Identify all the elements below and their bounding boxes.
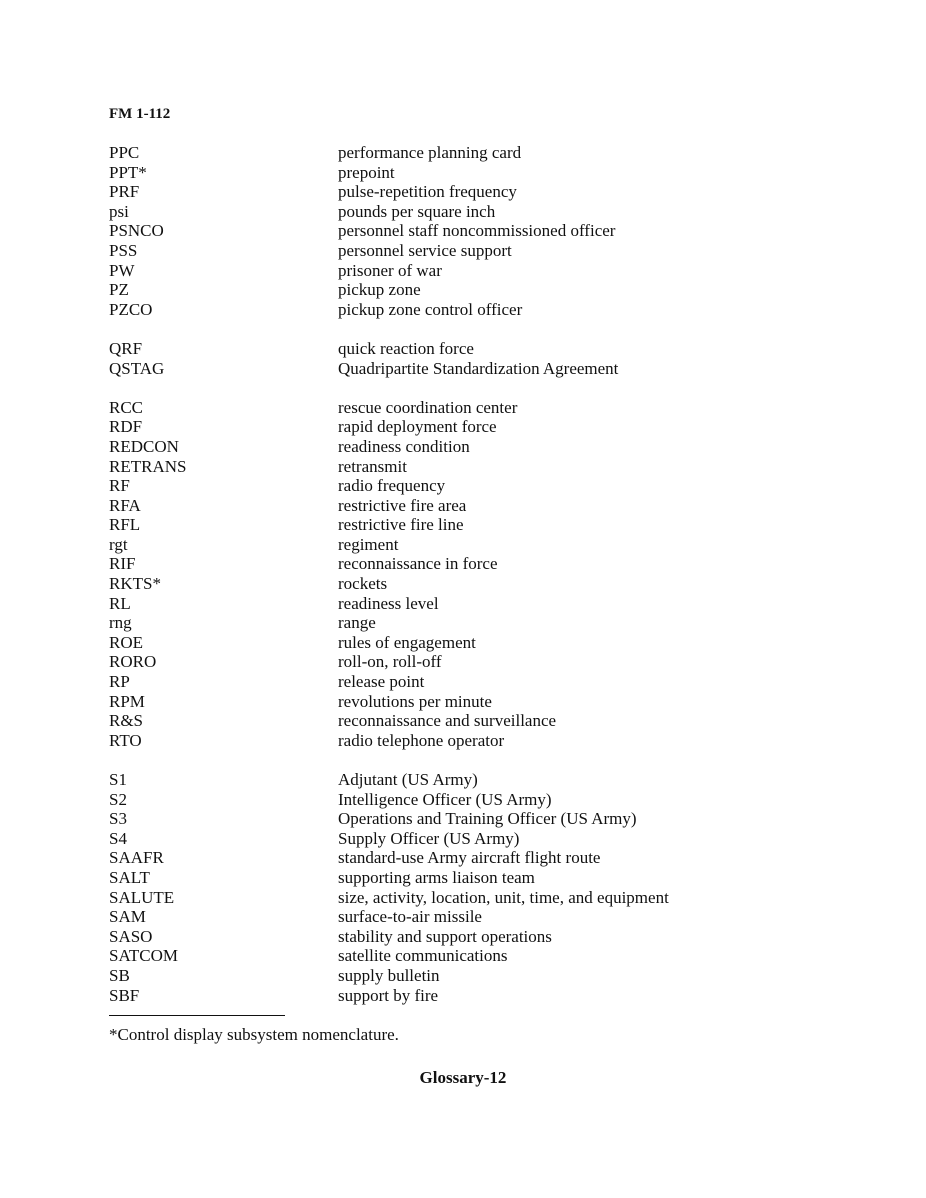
glossary-definition: standard-use Army aircraft flight route	[338, 848, 601, 868]
glossary-entry	[109, 790, 809, 810]
glossary-definition: reconnaissance and surveillance	[338, 711, 557, 731]
glossary-entry	[109, 398, 809, 418]
glossary-entry	[109, 633, 809, 653]
glossary-entry	[109, 652, 809, 672]
glossary-definition: rules of engagement	[338, 632, 476, 652]
glossary-definition: support by fire	[338, 985, 439, 1005]
glossary-abbreviation: RDF	[109, 417, 143, 437]
glossary-abbreviation: SALUTE	[109, 887, 175, 907]
glossary-definition: release point	[338, 672, 425, 692]
glossary-entry	[109, 711, 809, 731]
glossary-definition: supply bulletin	[338, 965, 440, 985]
glossary-abbreviation: REDCON	[109, 436, 179, 456]
glossary-entry	[109, 966, 809, 986]
glossary-entry	[109, 986, 809, 1006]
glossary-entry	[109, 946, 809, 966]
glossary-entry	[109, 672, 809, 692]
glossary-entry	[109, 613, 809, 633]
glossary-definition: revolutions per minute	[338, 691, 492, 711]
glossary-definition: personnel service support	[338, 240, 512, 260]
glossary-definition: Supply Officer (US Army)	[338, 828, 520, 848]
glossary-abbreviation: PPT*	[109, 162, 147, 182]
glossary-entry	[109, 143, 809, 163]
glossary-abbreviation: PRF	[109, 182, 140, 202]
glossary-abbreviation: SAM	[109, 907, 146, 927]
glossary-entry	[109, 515, 809, 535]
glossary-entry	[109, 457, 809, 477]
glossary-entry	[109, 907, 809, 927]
glossary-abbreviation: QRF	[109, 338, 143, 358]
page-label: Glossary-12	[419, 1068, 507, 1087]
glossary-abbreviation: SB	[109, 965, 130, 985]
glossary-definition: rescue coordination center	[338, 397, 518, 417]
glossary-definition: pounds per square inch	[338, 201, 496, 221]
glossary-definition: surface-to-air missile	[338, 907, 482, 927]
glossary-abbreviation: QSTAG	[109, 358, 165, 378]
glossary-entry	[109, 437, 809, 457]
glossary-abbreviation: S1	[109, 770, 127, 789]
footnote-divider	[109, 1015, 285, 1016]
glossary-abbreviation: SASO	[109, 926, 153, 946]
glossary-definition: reconnaissance in force	[338, 554, 498, 574]
glossary-entry	[109, 261, 809, 281]
glossary-abbreviation: RP	[109, 672, 130, 692]
glossary-definition: rapid deployment force	[338, 417, 497, 437]
glossary-entry	[109, 280, 809, 300]
glossary-entry	[109, 692, 809, 712]
glossary-entry	[109, 221, 809, 241]
glossary-definition: restrictive fire line	[338, 515, 464, 535]
glossary-definition: prisoner of war	[338, 260, 442, 280]
glossary-entry	[109, 554, 809, 574]
glossary-abbreviation: PSS	[109, 240, 138, 260]
glossary-entry	[109, 163, 809, 183]
glossary-definition: Quadripartite Standardization Agreement	[338, 358, 619, 378]
glossary-abbreviation: SATCOM	[109, 946, 178, 966]
glossary-definition: pickup zone	[338, 280, 421, 300]
glossary-abbreviation: RPM	[109, 691, 145, 711]
glossary-abbreviation: PW	[109, 260, 135, 280]
glossary-entry	[109, 731, 809, 751]
glossary-entry	[109, 496, 809, 516]
glossary-abbreviation: SBF	[109, 985, 140, 1005]
glossary-list	[109, 143, 809, 1025]
glossary-entry	[109, 927, 809, 947]
glossary-entry	[109, 202, 809, 222]
footnote: *Control display subsystem nomenclature.	[109, 1025, 399, 1044]
glossary-abbreviation: RORO	[109, 652, 157, 672]
glossary-abbreviation: S4	[109, 828, 127, 848]
glossary-group	[109, 143, 809, 319]
glossary-abbreviation: ROE	[109, 632, 143, 652]
glossary-definition: range	[338, 613, 376, 633]
glossary-entry	[109, 535, 809, 555]
glossary-abbreviation: SAAFR	[109, 848, 164, 868]
glossary-definition: pulse-repetition frequency	[338, 182, 517, 202]
glossary-entry	[109, 417, 809, 437]
glossary-definition: quick reaction force	[338, 338, 474, 358]
glossary-definition: Adjutant (US Army)	[338, 770, 478, 789]
glossary-definition: supporting arms liaison team	[338, 867, 535, 887]
glossary-entry	[109, 829, 809, 849]
glossary-definition: Intelligence Officer (US Army)	[338, 789, 552, 809]
glossary-abbreviation: SALT	[109, 867, 150, 887]
glossary-definition: readiness level	[338, 593, 439, 613]
glossary-entry	[109, 809, 809, 829]
glossary-abbreviation: PZCO	[109, 299, 153, 319]
glossary-abbreviation: RL	[109, 593, 131, 613]
glossary-entry	[109, 359, 809, 379]
glossary-abbreviation: S2	[109, 789, 127, 809]
glossary-abbreviation: RETRANS	[109, 456, 187, 476]
glossary-abbreviation: RKTS*	[109, 574, 161, 594]
glossary-abbreviation: RFA	[109, 495, 141, 515]
glossary-entry	[109, 300, 809, 320]
glossary-definition: readiness condition	[338, 436, 470, 456]
glossary-entry	[109, 868, 809, 888]
glossary-entry	[109, 241, 809, 261]
glossary-entry	[109, 770, 809, 790]
glossary-definition: retransmit	[338, 456, 407, 476]
glossary-group	[109, 339, 809, 378]
glossary-definition: Operations and Training Officer (US Army)	[338, 809, 637, 829]
glossary-abbreviation: RTO	[109, 730, 142, 750]
glossary-entry	[109, 339, 809, 359]
glossary-definition: size, activity, location, unit, time, and equipment	[338, 887, 669, 907]
glossary-abbreviation: rng	[109, 613, 132, 633]
glossary-definition: personnel staff noncommissioned officer	[338, 221, 616, 241]
glossary-abbreviation: rgt	[109, 534, 128, 554]
glossary-definition: pickup zone control officer	[338, 299, 523, 319]
glossary-entry	[109, 476, 809, 496]
glossary-abbreviation: S3	[109, 809, 127, 829]
glossary-entry	[109, 594, 809, 614]
glossary-abbreviation: R&S	[109, 711, 144, 731]
glossary-definition: prepoint	[338, 162, 395, 182]
glossary-definition: stability and support operations	[338, 926, 552, 946]
glossary-abbreviation: psi	[109, 201, 129, 221]
glossary-abbreviation: RCC	[109, 397, 144, 417]
glossary-definition: performance planning card	[338, 143, 522, 162]
glossary-entry	[109, 574, 809, 594]
glossary-definition: satellite communications	[338, 946, 508, 966]
glossary-abbreviation: RIF	[109, 554, 136, 574]
glossary-entry	[109, 848, 809, 868]
glossary-entry	[109, 888, 809, 908]
glossary-group	[109, 398, 809, 751]
glossary-definition: roll-on, roll-off	[338, 652, 442, 672]
glossary-definition: rockets	[338, 574, 388, 594]
glossary-group	[109, 770, 809, 1005]
document-id: FM 1-112	[109, 106, 171, 122]
glossary-abbreviation: PSNCO	[109, 221, 164, 241]
glossary-definition: restrictive fire area	[338, 495, 467, 515]
glossary-definition: radio frequency	[338, 476, 446, 496]
glossary-definition: regiment	[338, 534, 399, 554]
glossary-entry	[109, 182, 809, 202]
glossary-definition: radio telephone operator	[338, 730, 505, 750]
glossary-abbreviation: RF	[109, 476, 130, 496]
glossary-abbreviation: PPC	[109, 143, 140, 162]
glossary-abbreviation: PZ	[109, 280, 129, 300]
glossary-abbreviation: RFL	[109, 515, 141, 535]
